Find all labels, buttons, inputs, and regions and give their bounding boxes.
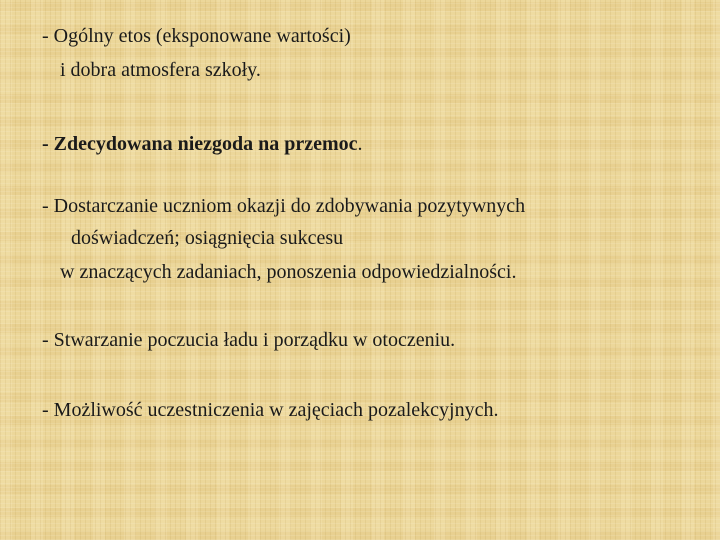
bullet-1-line-2: i dobra atmosfera szkoły. [60,59,261,81]
bullet-3-line-1: - Dostarczanie uczniom okazji do zdobywania pozytywnych [42,195,526,217]
bullet-4: - Stwarzanie poczucia ładu i porządku w otoczeniu. [42,329,456,351]
bullet-2-period: . [357,133,363,155]
bullet-3-line-2: doświadczeń; osiągnięcia sukcesu [71,227,344,249]
bullet-2-text: - Zdecydowana niezgoda na przemoc [42,133,358,155]
bullet-3-line-3: w znaczących zadaniach, ponoszenia odpowiedzialności. [60,261,517,283]
bullet-5: - Możliwość uczestniczenia w zajęciach pozalekcyjnych. [42,399,499,421]
bullet-2 [42,132,363,156]
bullet-1-line-1: - Ogólny etos (eksponowane wartości) [42,25,351,47]
